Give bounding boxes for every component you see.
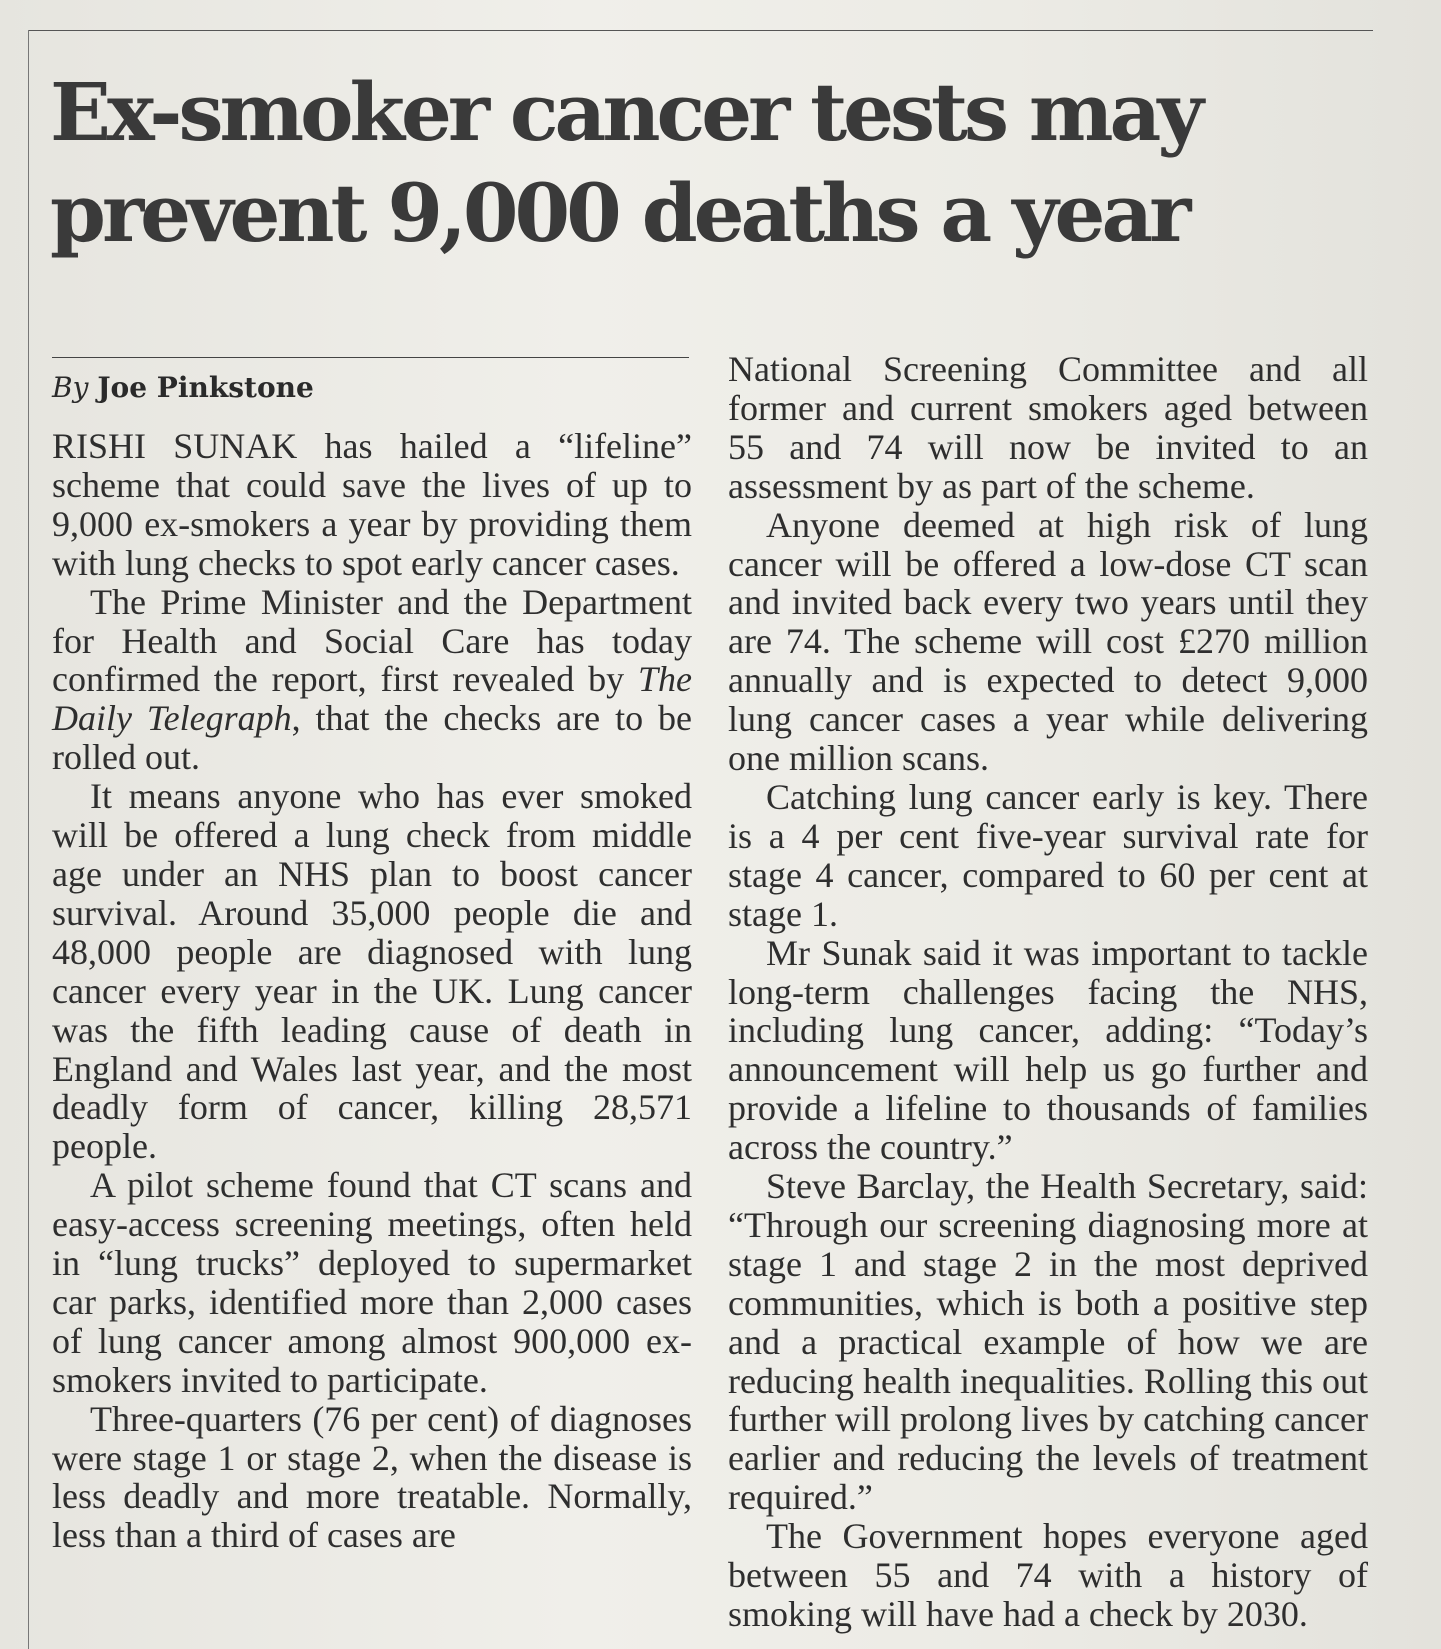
left-column-rule	[28, 30, 29, 1649]
article-column-left	[52, 427, 692, 1555]
byline-author: Joe Pinkstone	[97, 371, 314, 404]
byline-rule	[52, 357, 689, 358]
top-rule	[28, 30, 1373, 31]
article-paragraph	[52, 583, 692, 778]
article-paragraph: It means anyone who has ever smoked will be offered a lung check from middle age under an NHS plan to boost cancer survival. Around 35,000 people die and 48,000 people are diagnosed with lung cancer every year in the UK. Lung cancer was the fifth leading cause of death in England and Wales last year, and the most deadly form of cancer, killing 28,571 people.	[52, 776, 692, 1167]
article-headline: Ex-smoker cancer tests may prevent 9,000 deaths a year	[50, 65, 1200, 260]
byline-prefix: By	[52, 371, 89, 404]
paragraph-text: , that the checks are to be rolled out.	[52, 698, 692, 778]
article-paragraph: Anyone deemed at high risk of lung cancer will be offered a low-dose CT scan and invited back every two years until they are 74. The scheme will cost £270 million annually and is expected to detect 9,000 lung cancer cases a year while delivering one million scans.	[728, 504, 1368, 779]
article-paragraph: RISHI SUNAK has hailed a “lifeline” scheme that could save the lives of up to 9,000 ex-smokers a year by providing them with lung checks to spot early cancer cases.	[52, 426, 692, 583]
publication-title: The Daily Telegraph	[52, 659, 692, 739]
article-paragraph: Catching lung cancer early is key. There is a 4 per cent five-year survival rate for stage 4 cancer, compared to 60 per cent at stage 1.	[728, 776, 1368, 934]
article-paragraph: Mr Sunak said it was important to tackle long-term challenges facing the NHS, including lung cancer, adding: “Today’s announcement will help us go further and provide a lifeline to thousands of families across the country.”	[728, 932, 1368, 1168]
byline	[52, 368, 314, 408]
article-paragraph: The Government hopes everyone aged between 55 and 74 with a history of smoking will have had a check by 2030.	[728, 1516, 1368, 1634]
article-paragraph: National Screening Committee and all former and current smokers aged between 55 and 74 will now be invited to an assessment by as part of the scheme.	[728, 349, 1368, 506]
article-paragraph: Steve Barclay, the Health Secretary, said: “Through our screening diagnosing more at stage 1 and stage 2 in the most deprived communities, which is both a positive step and a practical example of how we are reducing health inequalities. Rolling this out further will prolong lives by catching cancer earlier and reducing the levels of treatment required.”	[728, 1166, 1368, 1518]
paragraph-text: The Prime Minister and the Department for Health and Social Care has today confirmed the report, first revealed by	[52, 581, 692, 700]
article-paragraph: A pilot scheme found that CT scans and easy-access screening meetings, often held in “lung trucks” deployed to supermarket car parks, identified more than 2,000 cases of lung cancer among almost 900,000 ex-smokers invited to participate.	[52, 1165, 692, 1400]
article-column-right	[728, 350, 1368, 1634]
article-paragraph: Three-quarters (76 per cent) of diagnoses were stage 1 or stage 2, when the disease is less deadly and more treatable. Normally, less than a third of cases are	[52, 1398, 692, 1556]
